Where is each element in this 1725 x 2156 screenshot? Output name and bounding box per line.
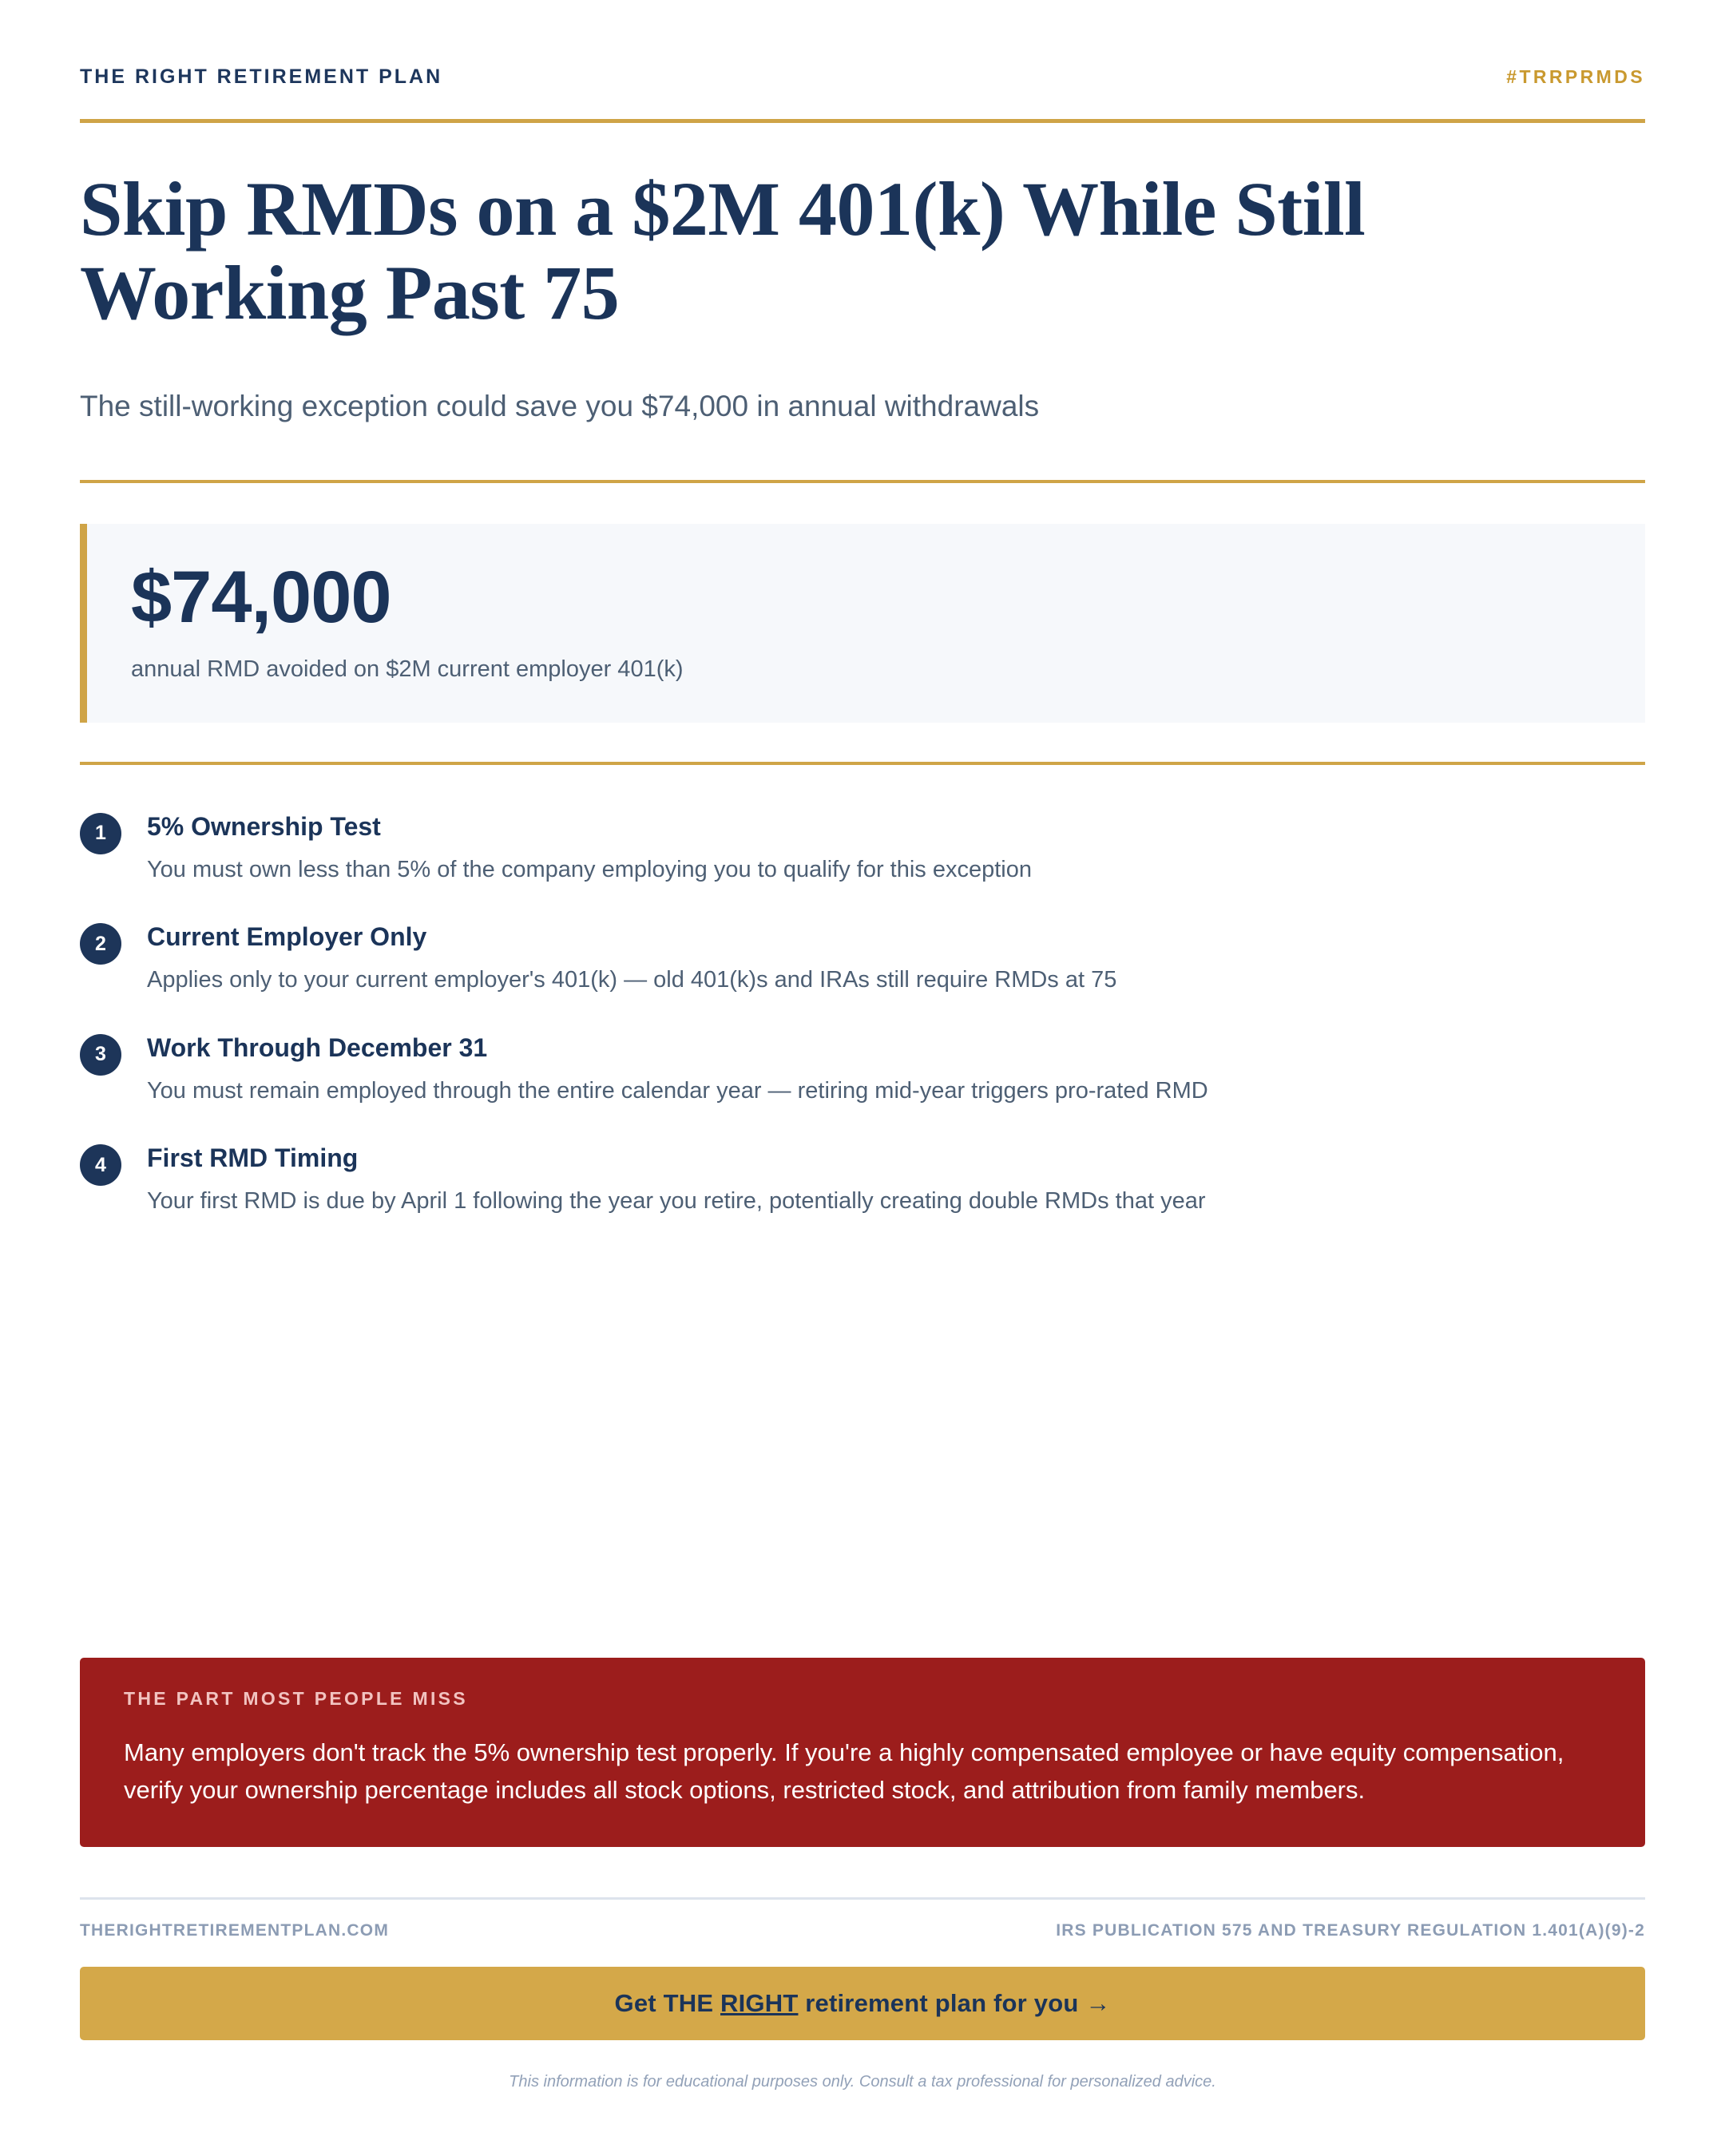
page-subtitle: The still-working exception could save you $74,000 in annual withdrawals <box>80 389 1040 422</box>
warning-callout-label: THE PART MOST PEOPLE MISS <box>124 1688 468 1709</box>
point-body <box>121 1032 1208 1108</box>
point-number-badge: 1 <box>80 813 121 854</box>
section-divider-top <box>80 480 1645 483</box>
point-body <box>121 921 1116 997</box>
warning-callout-text: Many employers don't track the 5% ownership test properly. If you're a highly compensated employee or have equity compensation, verify your ownership percentage includes all stock options, restricted stock, and attribution from family members. <box>124 1738 1564 1805</box>
legal-disclaimer: This information is for educational purposes only. Consult a tax professional for personalized advice. <box>509 2073 1216 2091</box>
point-number-badge: 2 <box>80 923 121 965</box>
warning-callout <box>80 1658 1645 1847</box>
cta-emphasis: RIGHT <box>720 1989 799 2017</box>
point-body <box>121 811 1032 886</box>
stat-label: annual RMD avoided on $2M current employer 401(k) <box>131 656 684 683</box>
stat-callout <box>80 524 1645 723</box>
point-description: You must own less than 5% of the company employing you to qualify for this exception <box>147 856 1033 882</box>
point-description: Applies only to your current employer's 401(k) — old 401(k)s and IRAs still require RMDs at 75 <box>147 967 1117 993</box>
list-item <box>80 1143 1645 1218</box>
points-list <box>80 811 1645 1218</box>
section-divider-bottom <box>80 762 1645 765</box>
point-title: Work Through December 31 <box>147 1032 488 1062</box>
page-title: Skip RMDs on a $2M 401(k) While Still Working Past 75 <box>80 166 1366 335</box>
cta-prefix: Get THE <box>614 1989 721 2017</box>
footer-source: IRS PUBLICATION 575 AND TREASURY REGULATION 1.401(A)(9)-2 <box>1056 1921 1645 1940</box>
footer-meta <box>80 1922 1645 1939</box>
point-number-badge: 3 <box>80 1034 121 1076</box>
point-number-badge: 4 <box>80 1144 121 1186</box>
stat-callout-inner <box>87 557 684 685</box>
masthead-divider <box>80 119 1645 123</box>
footer-website: THERIGHTRETIREMENTPLAN.COM <box>80 1921 390 1940</box>
point-description: Your first RMD is due by April 1 following the year you retire, potentially creating double RMDs that year <box>147 1188 1206 1215</box>
brand-title: THE RIGHT RETIREMENT PLAN <box>80 65 443 88</box>
cta-suffix: retirement plan for you → <box>798 1989 1111 2017</box>
cta-button[interactable] <box>80 1967 1645 2040</box>
point-title: First RMD Timing <box>147 1143 359 1173</box>
list-item <box>80 811 1645 886</box>
cta-button-label <box>615 1989 1111 2018</box>
list-item <box>80 1032 1645 1108</box>
footer-divider <box>80 1897 1645 1900</box>
masthead <box>80 0 1645 87</box>
point-body <box>121 1143 1206 1218</box>
point-description: You must remain employed through the entire calendar year — retiring mid-year triggers pro-rated RMD <box>147 1077 1208 1104</box>
point-title: Current Employer Only <box>147 922 427 952</box>
campaign-hashtag: #TRRPRMDS <box>1506 66 1645 87</box>
point-title: 5% Ownership Test <box>147 811 381 841</box>
stat-value: $74,000 <box>131 557 391 639</box>
list-item <box>80 921 1645 997</box>
